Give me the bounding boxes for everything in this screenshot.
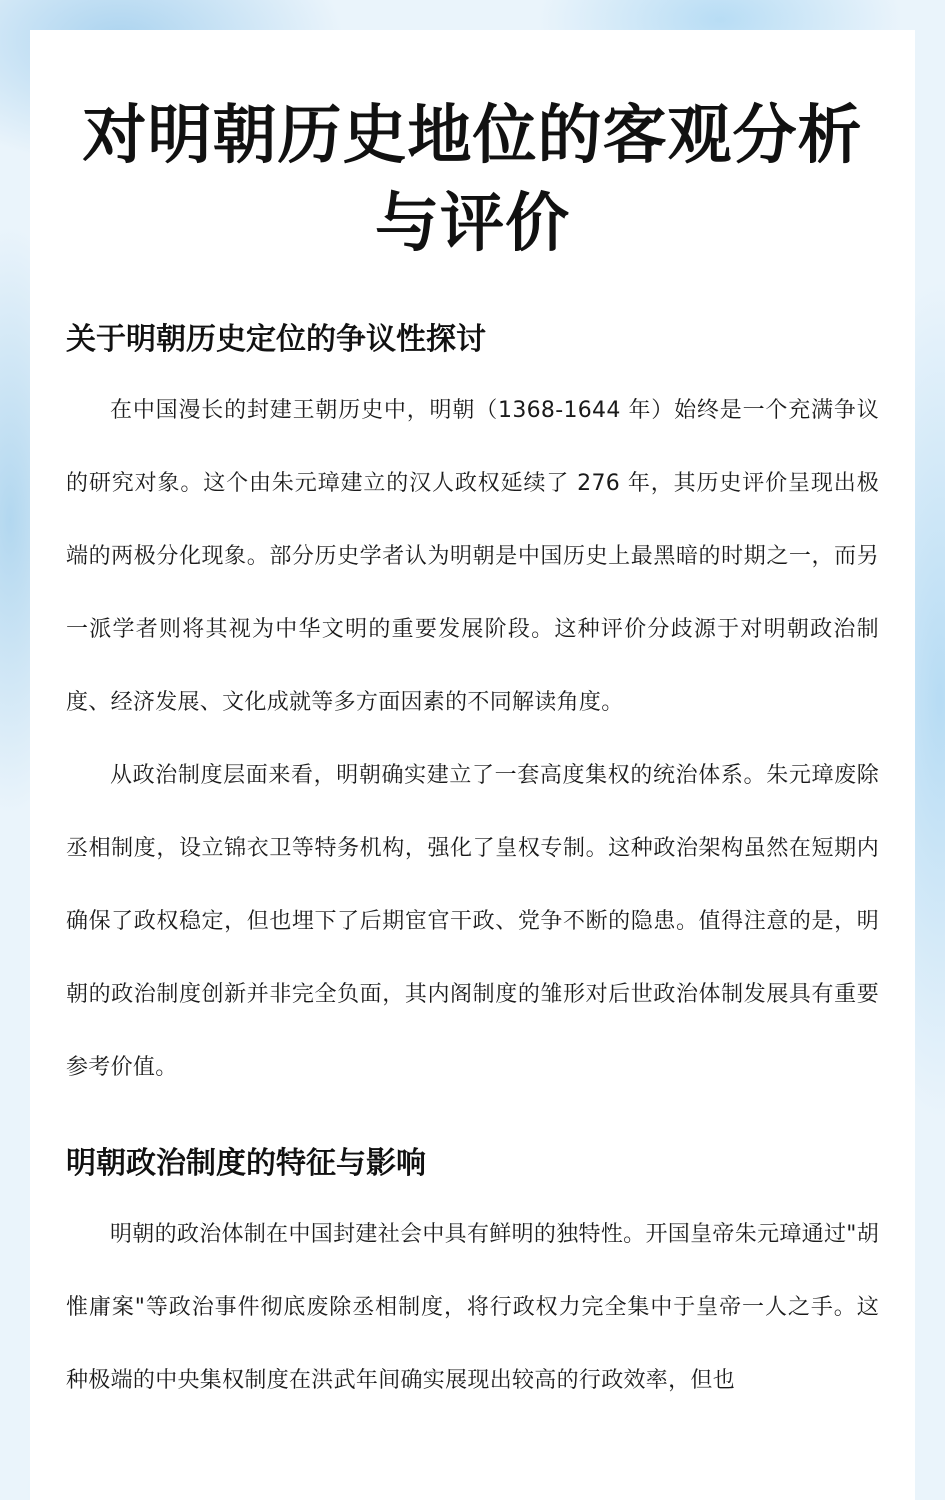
section-heading-controversy: 关于明朝历史定位的争议性探讨 [66,322,486,357]
document-title: 对明朝历史地位的客观分析与评价 [82,99,863,261]
section-body-controversy [66,374,879,1104]
paragraph: 从政治制度层面来看，明朝确实建立了一套高度集权的统治体系。朱元璋废除丞相制度，设立锦衣卫等特务机构，强化了皇权专制。这种政治架构虽然在短期内确保了政权稳定，但也埋下了后期宦官干政、党争不断的隐患。值得注意的是，明朝的政治制度创新并非完全负面，其内阁制度的雏形对后世政治体制发展具有重要参考价值。 [66,763,879,1080]
document-page [30,30,915,1500]
paragraph: 在中国漫长的封建王朝历史中，明朝（1368-1644 年）始终是一个充满争议的研究对象。这个由朱元璋建立的汉人政权延续了 276 年，其历史评价呈现出极端的两极分化现象。部分历史学者认为明朝是中国历史上最黑暗的时期之一，而另一派学者则将其视为中华文明的重要发展阶段。这种评价分歧源于对明朝政治制度、经济发展、文化成就等多方面因素的不同解读角度。 [66,398,879,715]
section-body-political-system [66,1198,879,1417]
section-heading-political-system: 明朝政治制度的特征与影响 [66,1146,426,1181]
paragraph: 明朝的政治体制在中国封建社会中具有鲜明的独特性。开国皇帝朱元璋通过"胡惟庸案"等政治事件彻底废除丞相制度，将行政权力完全集中于皇帝一人之手。这种极端的中央集权制度在洪武年间确实展现出较高的行政效率，但也 [66,1222,879,1393]
